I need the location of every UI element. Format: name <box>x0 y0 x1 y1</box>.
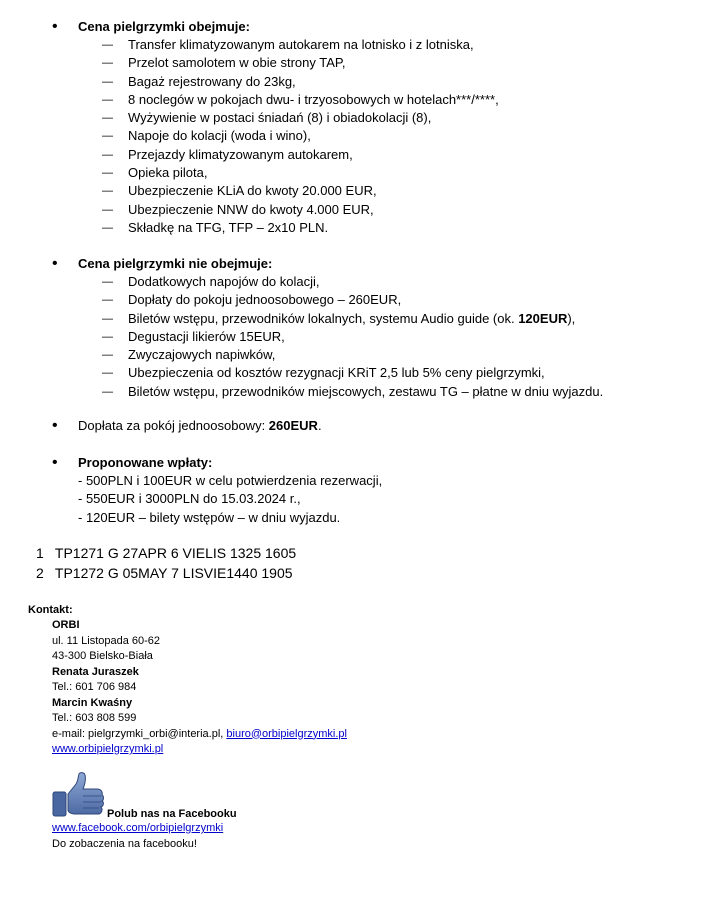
dash-icon: — <box>102 185 113 198</box>
dash-icon: — <box>102 167 113 180</box>
dash-icon: — <box>102 203 113 216</box>
list-item: — Przejazdy klimatyzowanym autokarem, <box>102 146 702 164</box>
facebook-like-label: Polub nas na Facebooku <box>107 808 237 820</box>
payments-section <box>52 454 702 527</box>
list-item: — Ubezpieczenie NNW do kwoty 4.000 EUR, <box>102 201 702 219</box>
contact-label: Kontakt: <box>28 604 73 616</box>
contact-city: 43-300 Bielsko-Biała <box>52 650 153 662</box>
payment-line: - 120EUR – bilety wstępów – w dniu wyjazdu. <box>78 509 341 525</box>
contact-person2-name: Marcin Kwaśny <box>52 696 133 709</box>
list-item: — Ubezpieczenie KLiA do kwoty 20.000 EUR, <box>102 182 702 200</box>
includes-section <box>52 18 702 237</box>
thumbs-up-icon <box>52 772 106 818</box>
bullet-icon: • <box>52 255 58 272</box>
dash-icon: — <box>102 75 113 88</box>
includes-heading: Cena pielgrzymki obejmuje: <box>78 19 250 34</box>
payment-line: - 500PLN i 100EUR w celu potwierdzenia rezerwacji, <box>78 473 383 488</box>
dash-icon: — <box>102 367 113 380</box>
dash-icon: — <box>102 294 113 307</box>
excludes-heading: Cena pielgrzymki nie obejmuje: <box>78 256 273 271</box>
contact-email-line: e-mail: pielgrzymki_orbi@interia.pl, biuro@orbipielgrzymki.pl <box>52 727 347 740</box>
list-item: — Opieka pilota, <box>102 164 702 182</box>
single-room-row: • Dopłata za pokój jednoosobowy: 260EUR. <box>52 417 322 434</box>
flight-row: 2 TP1272 G 05MAY 7 LISVIE1440 1905 <box>36 565 293 581</box>
dash-icon: — <box>102 330 113 343</box>
list-item: — Bagaż rejestrowany do 23kg, <box>102 73 702 91</box>
contact-person1-tel: Tel.: 601 706 984 <box>52 681 137 693</box>
dash-icon: — <box>102 349 113 362</box>
contact-street: ul. 11 Listopada 60-62 <box>52 634 161 647</box>
includes-heading-row <box>52 18 702 36</box>
list-item: — Biletów wstępu, przewodników miejscowych, zestawu TG – płatne w dniu wyjazdu. <box>102 383 702 401</box>
payments-heading: Proponowane wpłaty: <box>78 455 213 470</box>
facebook-note: Do zobaczenia na facebooku! <box>52 838 197 850</box>
list-item: — Dopłaty do pokoju jednoosobowego – 260EUR, <box>102 291 702 309</box>
contact-block <box>28 618 347 758</box>
contact-section <box>28 602 347 758</box>
facebook-like-row <box>52 772 237 820</box>
flights-list <box>36 543 296 583</box>
list-item: — 8 noclegów w pokojach dwu- i trzyosobowych w hotelach***/****, <box>102 91 702 109</box>
dash-icon: — <box>102 112 113 125</box>
dash-icon: — <box>102 312 113 325</box>
list-item: — Transfer klimatyzowanym autokarem na lotnisko i z lotniska, <box>102 36 702 54</box>
contact-person1-name: Renata Juraszek <box>52 665 139 678</box>
website-link[interactable]: www.orbipielgrzymki.pl <box>52 743 164 755</box>
dash-icon: — <box>102 221 113 234</box>
excludes-heading-row <box>52 255 702 273</box>
list-item: — Dodatkowych napojów do kolacji, <box>102 273 702 291</box>
facebook-section <box>52 772 237 852</box>
list-item: — Biletów wstępu, przewodników lokalnych, systemu Audio guide (ok. 120EUR), <box>102 310 702 328</box>
includes-list <box>52 36 702 237</box>
flight-row: 1 TP1271 G 27APR 6 VIELIS 1325 1605 <box>36 545 297 561</box>
payments-heading-row <box>52 454 702 472</box>
bullet-icon: • <box>52 454 58 471</box>
single-room-section <box>52 417 702 435</box>
email-link[interactable]: biuro@orbipielgrzymki.pl <box>226 727 347 740</box>
dash-icon: — <box>102 385 113 398</box>
contact-org: ORBI <box>52 619 80 631</box>
dash-icon: — <box>102 148 113 161</box>
dash-icon: — <box>102 130 113 143</box>
contact-person2-tel: Tel.: 603 808 599 <box>52 712 137 724</box>
list-item: — Degustacji likierów 15EUR, <box>102 328 702 346</box>
list-item: — Zwyczajowych napiwków, <box>102 346 702 364</box>
facebook-url-link[interactable]: www.facebook.com/orbipielgrzymki <box>52 822 224 834</box>
excludes-section <box>52 255 702 401</box>
dash-icon: — <box>102 276 113 288</box>
list-item: — Napoje do kolacji (woda i wino), <box>102 127 702 145</box>
bullet-icon: • <box>52 417 58 434</box>
single-room-amount: 260EUR <box>268 418 318 433</box>
payment-line: - 550EUR i 3000PLN do 15.03.2024 r., <box>78 491 301 507</box>
dash-icon: — <box>102 57 113 70</box>
list-item: — Ubezpieczenia od kosztów rezygnacji KRiT 2,5 lub 5% ceny pielgrzymki, <box>102 364 702 382</box>
dash-icon: — <box>102 39 113 51</box>
excludes-list <box>52 273 702 401</box>
list-item: — Składkę na TFG, TFP – 2x10 PLN. <box>102 219 702 237</box>
dash-icon: — <box>102 93 113 106</box>
bullet-icon: • <box>52 18 58 35</box>
list-item: — Przelot samolotem w obie strony TAP, <box>102 54 702 72</box>
list-item: — Wyżywienie w postaci śniadań (8) i obiadokolacji (8), <box>102 109 702 127</box>
